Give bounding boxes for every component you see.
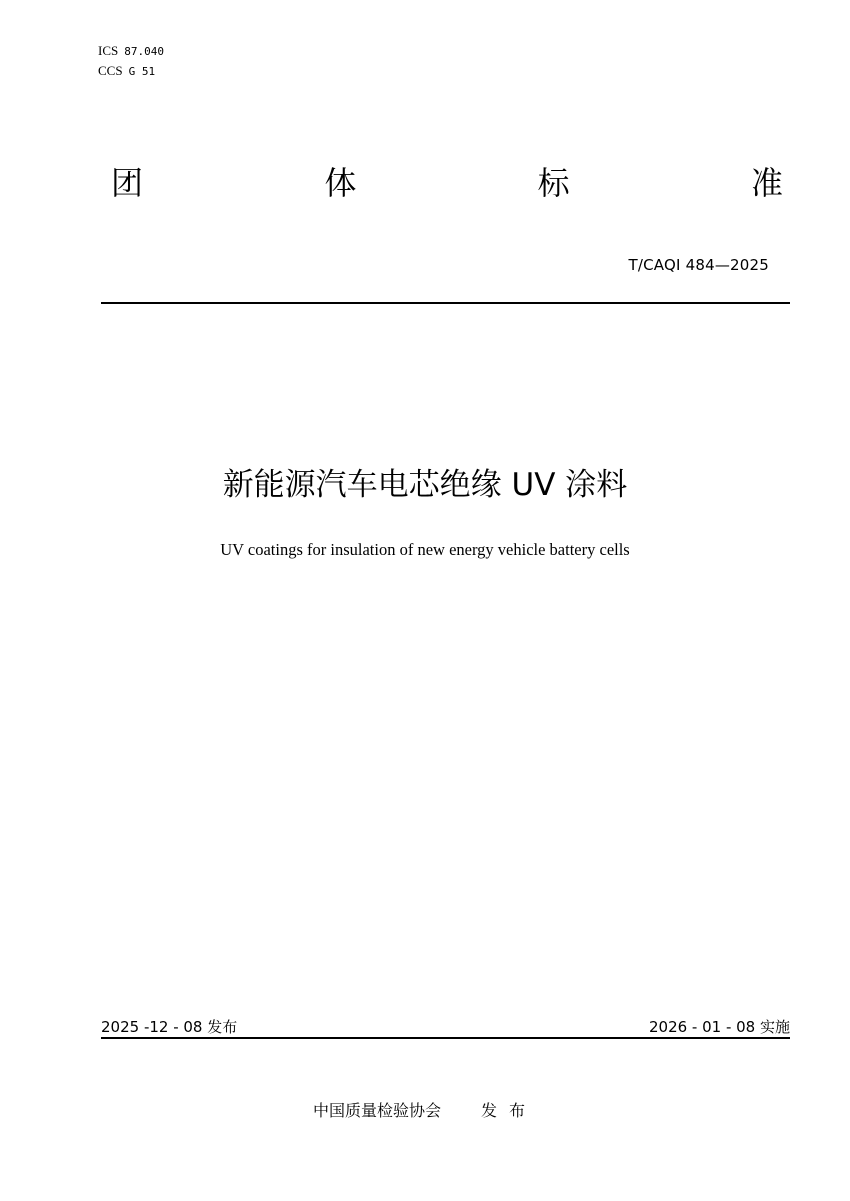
ics-code (98, 41, 164, 61)
ccs-label: CCS (98, 63, 123, 78)
standard-number: T/CAQI 484—2025 (628, 256, 769, 274)
implement-date: 2026 - 01 - 08 实施 (648, 1018, 790, 1036)
top-divider (101, 302, 790, 304)
standard-type-char: 体 (324, 164, 357, 202)
title-english: UV coatings for insulation of new energy vehicle battery cells (220, 540, 630, 559)
ccs-value: G 51 (128, 65, 156, 78)
ics-label: ICS (98, 43, 119, 58)
classification-codes (98, 41, 164, 81)
ccs-code (98, 61, 164, 81)
issue-action: 发布 (481, 1101, 538, 1120)
title-chinese: 新能源汽车电芯绝缘 UV 涂料 (222, 467, 628, 503)
issuer-line (0, 1098, 850, 1121)
ics-value: 87.040 (124, 45, 164, 58)
publish-date: 2025 -12 - 08 发布 (101, 1018, 238, 1036)
standard-type-char: 团 (111, 164, 144, 202)
bottom-divider (101, 1037, 790, 1039)
standard-type-heading (111, 163, 783, 203)
issuing-organization: 中国质量检验协会 (312, 1101, 441, 1120)
standard-type-char: 标 (537, 164, 570, 202)
standard-type-char: 准 (750, 164, 783, 202)
